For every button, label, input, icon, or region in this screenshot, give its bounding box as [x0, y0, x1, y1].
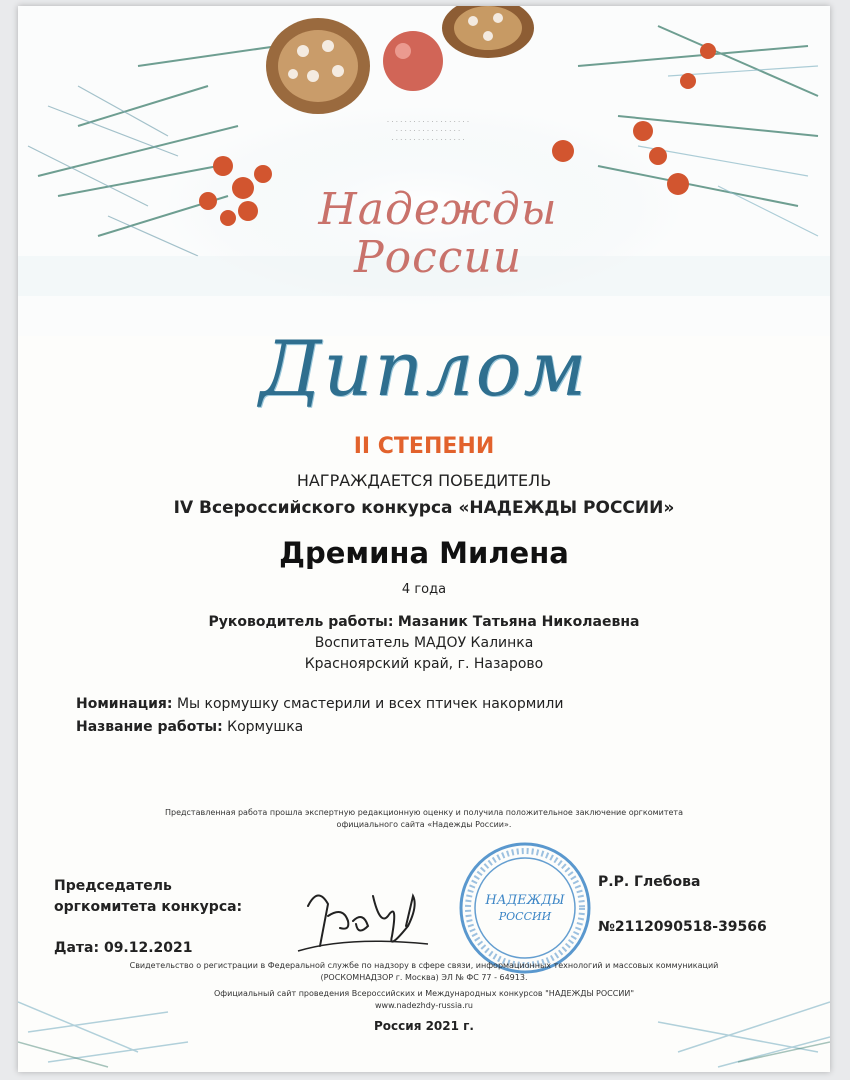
- work-title-line: [76, 719, 303, 735]
- diploma-title: Диплом: [259, 324, 589, 413]
- diploma-sheet: [18, 6, 830, 1072]
- chair-line-1: Председатель: [54, 878, 172, 894]
- supervisor-name: Мазаник Татьяна Николаевна: [397, 614, 640, 630]
- work-title-value: Кормушка: [227, 719, 304, 735]
- logo-line-1: Надежды: [318, 184, 558, 235]
- degree-text: II СТЕПЕНИ: [353, 434, 495, 459]
- supervisor-region: Красноярский край, г. Назарово: [304, 656, 544, 672]
- evaluation-note-line1: Представленная работа прошла экспертную редакционную оценку и получила положительное заключение оргкомитета: [164, 808, 683, 817]
- supervisor-label: Руководитель работы:: [208, 614, 394, 630]
- country-year: Россия 2021 г.: [374, 1019, 474, 1033]
- stamp-text-line1: НАДЕЖДЫ: [485, 893, 565, 908]
- registration-line-2: (РОСКОМНАДЗОР г. Москва) ЭЛ № ФС 77 - 64913.: [320, 973, 528, 982]
- chair-line-2: оргкомитета конкурса:: [54, 899, 243, 915]
- supervisor-line: [18, 614, 830, 630]
- nomination-label: Номинация:: [76, 696, 173, 712]
- winner-age: 4 года: [401, 582, 447, 597]
- official-site-line: Официальный сайт проведения Всероссийских и Международных конкурсов "НАДЕЖДЫ РОССИИ": [214, 989, 634, 998]
- nomination-value: Мы кормушку смастерили и всех птичек накормили: [176, 696, 564, 712]
- signer-name: Р.Р. Глебова: [598, 874, 701, 890]
- nomination-line: [76, 696, 563, 712]
- winner-name: Дремина Милена: [279, 536, 569, 570]
- diploma-number: №2112090518-39566: [598, 919, 767, 935]
- issue-date: Дата: 09.12.2021: [54, 940, 193, 956]
- registration-line-1: Свидетельство о регистрации в Федеральной службе по надзору в сфере связи, информационных технологий и массовых коммуникаций: [129, 961, 719, 970]
- stamp-text-line2: РОССИИ: [498, 910, 552, 923]
- logo-line-2: России: [353, 232, 523, 283]
- christmas-decoration-top: [18, 6, 830, 336]
- awarded-text: НАГРАЖДАЕТСЯ ПОБЕДИТЕЛЬ: [296, 471, 552, 490]
- supervisor-position: Воспитатель МАДОУ Калинка: [314, 635, 534, 651]
- work-title-label: Название работы:: [76, 719, 223, 735]
- contest-name: IV Всероссийского конкурса «НАДЕЖДЫ РОССИИ»: [173, 498, 675, 518]
- site-url: www.nadezhdy-russia.ru: [375, 1001, 473, 1010]
- org-tiny-text: · · · · · · · · · · · · · · · · · · · · · · · · · · · · · · · · · · · · · · · · · · · · · · · · · · ·: [386, 118, 470, 144]
- evaluation-note-line2: официального сайта «Надежды России».: [336, 820, 512, 829]
- chair-label: [54, 876, 242, 918]
- evaluation-note: [18, 807, 830, 831]
